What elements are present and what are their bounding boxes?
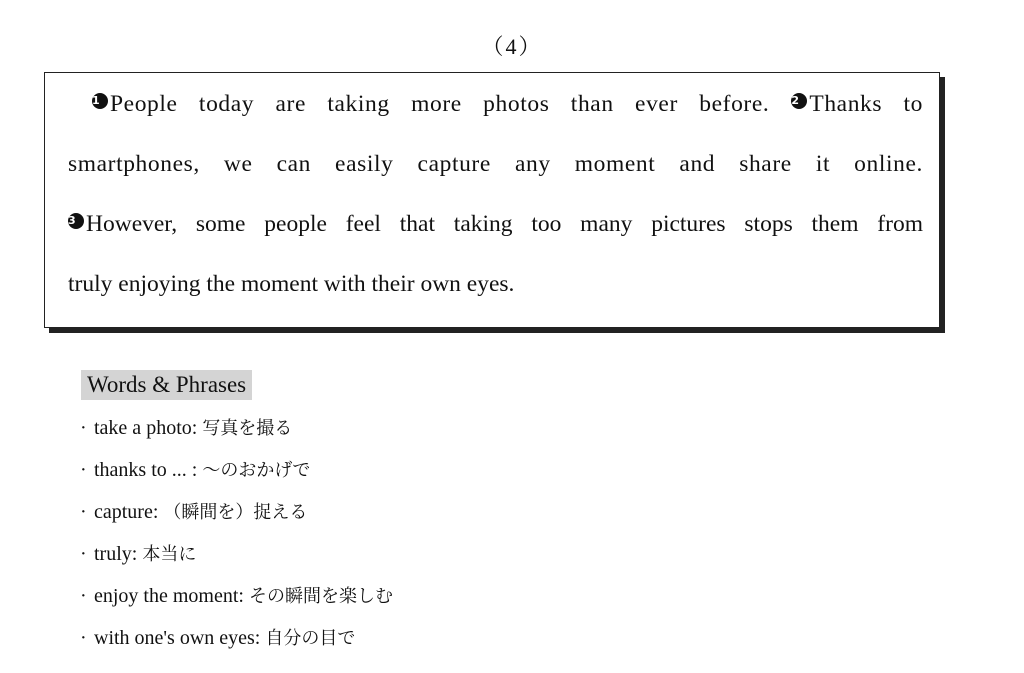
vocabulary-term: take a photo:	[94, 417, 198, 439]
passage-line-2	[68, 149, 923, 179]
vocabulary-term: with one's own eyes:	[94, 627, 261, 649]
vocabulary-definition: 〜のおかげで	[202, 460, 311, 481]
vocabulary-definition: 本当に	[142, 544, 197, 565]
vocabulary-term: enjoy the moment:	[94, 585, 244, 607]
passage-line-4	[68, 269, 923, 299]
sentence-marker-3: 3	[68, 213, 84, 229]
vocabulary-item	[80, 455, 393, 497]
vocabulary-term: thanks to ... :	[94, 459, 198, 481]
passage-line-1	[68, 89, 923, 119]
vocabulary-item	[80, 623, 393, 665]
vocabulary-item	[80, 539, 393, 581]
sentence-1-text: People today are taking more photos than ever before.	[110, 91, 770, 117]
sentence-marker-1: 1	[92, 93, 108, 109]
bullet-icon: ·	[80, 501, 87, 523]
vocabulary-definition: 自分の目で	[265, 628, 356, 649]
vocabulary-heading: Words & Phrases	[81, 370, 252, 400]
bullet-icon: ·	[80, 543, 87, 565]
vocabulary-term: capture:	[94, 501, 159, 523]
vocabulary-definition: その瞬間を楽しむ	[248, 586, 393, 607]
passage-line-3	[68, 209, 923, 239]
vocabulary-definition: 写真を撮る	[202, 418, 293, 439]
bullet-icon: ·	[80, 417, 87, 439]
vocabulary-item	[80, 413, 393, 455]
bullet-icon: ·	[80, 459, 87, 481]
sentence-marker-2: 2	[791, 93, 807, 109]
vocabulary-item	[80, 497, 393, 539]
bullet-icon: ·	[80, 585, 87, 607]
passage-box	[44, 72, 940, 328]
sentence-2-text-start: Thanks to	[809, 91, 923, 117]
vocabulary-item	[80, 581, 393, 623]
vocabulary-term: truly:	[94, 543, 138, 565]
section-number: （4）	[481, 34, 543, 59]
vocabulary-list	[80, 413, 393, 665]
sentence-2-text-end: smartphones, we can easily capture any moment and share it online.	[68, 151, 923, 177]
vocabulary-definition: （瞬間を）捉える	[163, 502, 308, 523]
sentence-3-text-end: truly enjoying the moment with their own eyes.	[68, 271, 515, 297]
bullet-icon: ·	[80, 627, 87, 649]
sentence-3-text-start: However, some people feel that taking too many pictures stops them from	[86, 211, 923, 237]
